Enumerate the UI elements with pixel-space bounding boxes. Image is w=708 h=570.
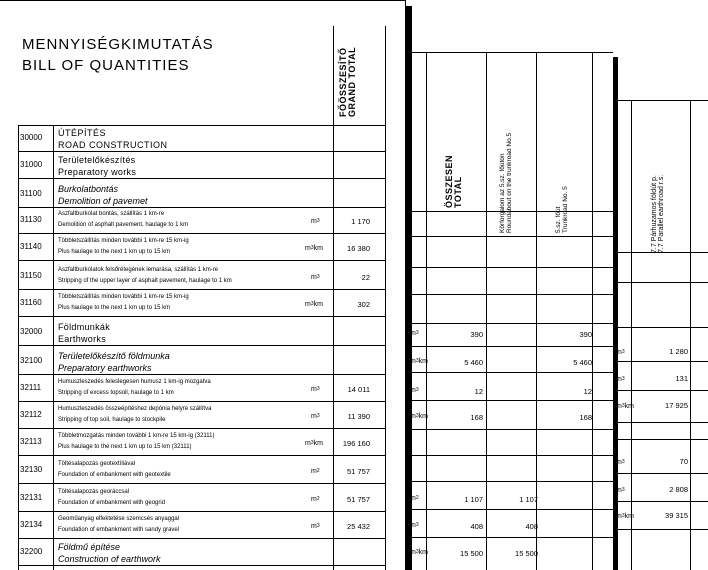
item-description: Aszfaltburkolatok felsőrétegének lemarása, szállítás 1 km-re Stripping of the upper layer of asphalt pavement, haulage to 1 km [58, 267, 232, 284]
table-row [0, 234, 406, 261]
table-row [0, 290, 406, 317]
table-row [406, 377, 613, 404]
item-code: 31140 [20, 242, 42, 251]
table-row [406, 348, 613, 375]
table-row [406, 403, 613, 430]
grand-total-value: 22 [361, 273, 370, 282]
item-description: Többletmozgatás minden további 1 km-re 15 km-ig (32111) Plus haulage to the next 1 km up to 15 km (32111) [58, 433, 215, 450]
parallel-earthroad-value: 1 280 [669, 347, 688, 356]
table-row [406, 320, 613, 347]
roundabout-value: 1 107 [519, 495, 538, 504]
item-code: 32112 [20, 410, 42, 419]
col-total-header: ÖSSZESEN TOTAL [444, 154, 464, 208]
grand-total-value: 196 160 [342, 439, 370, 448]
unit-label: $m^3km$ [305, 301, 323, 308]
trunkroad-value: 12 [583, 387, 592, 396]
roundabout-value: 408 [525, 522, 538, 531]
total-value: 168 [470, 413, 483, 422]
item-description: Burkolatbontás Demolition of pavemet [58, 184, 148, 206]
grand-total-value: 302 [357, 300, 370, 309]
item-code: 30000 [20, 133, 43, 142]
item-code: 32000 [20, 327, 43, 336]
unit-label: $m^2$ [410, 495, 419, 502]
table-row [613, 449, 708, 476]
unit-label: $m^3$ [311, 386, 320, 393]
item-code: 32134 [20, 520, 43, 529]
item-description: Földmunkák Earthworks [58, 322, 111, 344]
unit-label: $m^3km$ [616, 403, 634, 410]
item-description: Területelőkészítő földmunka Preparatory earthworks [58, 351, 170, 373]
item-description: ÚTÉPÍTÉS ROAD CONSTRUCTION [58, 128, 168, 150]
total-value: 5 460 [464, 358, 483, 367]
grand-total-value: 14 011 [347, 385, 370, 394]
table-row [0, 152, 406, 179]
table-row [613, 366, 708, 393]
item-description: Többletszállítás minden további 1 km-re 15 km-ig Plus haulage to the next 1 km up to 15 km [58, 294, 189, 311]
table-row [613, 503, 708, 530]
item-description: Humuszleszedés összeépítéshez depónia helyre szállítva Stripping of top soil, haulage to stockpile [58, 406, 212, 423]
trunkroad-value: 168 [579, 413, 592, 422]
item-description: Aszfaltburkolat bontás, szállítás 1 km-re Demolition of asphalt pavement, haulage to 1 km [58, 211, 189, 228]
item-code: 32100 [20, 356, 43, 365]
trunkroad-value: 390 [579, 330, 592, 339]
unit-label: $m^3$ [410, 387, 419, 394]
parallel-earthroad-value: 2 808 [669, 485, 688, 494]
item-code: 32200 [20, 547, 43, 556]
table-row [0, 319, 406, 346]
table-row [0, 181, 406, 208]
table-row [406, 485, 613, 512]
item-code: 31000 [20, 160, 43, 169]
table-row [0, 429, 406, 456]
table-row [613, 339, 708, 366]
unit-label: $m^3km$ [410, 358, 428, 365]
total-value: 1 107 [464, 495, 483, 504]
col-trunkroad-header: 5.sz. főút Trunkroad No. 5 [555, 186, 569, 233]
table-row [0, 457, 406, 484]
item-code: 32113 [20, 437, 42, 446]
col-roundabout-header: Körforgalom az 5.sz. főúton Roundabout on the trunkroad No.5 [499, 132, 513, 233]
unit-label: $m^3$ [410, 522, 419, 529]
table-row [0, 512, 406, 539]
page-title: MENNYISÉGKIMUTATÁS BILL OF QUANTITIES [22, 36, 214, 74]
table-row [613, 393, 708, 420]
grand-total-header: FŐÖSSZESÍTŐ GRAND TOTAL [338, 46, 358, 117]
unit-label: $m^3$ [311, 413, 320, 420]
unit-label: $m^3km$ [616, 513, 634, 520]
table-row [406, 512, 613, 539]
unit-label: $m^3$ [616, 349, 625, 356]
total-value: 408 [470, 522, 483, 531]
item-description: Töltésalapozás geotextíliával Foundation of embankment with geotextile [58, 461, 171, 478]
unit-label: $m^3$ [311, 218, 320, 225]
unit-label: $m^2$ [311, 496, 320, 503]
item-code: 32131 [20, 493, 43, 502]
table-row [0, 485, 406, 512]
table-row [613, 477, 708, 504]
parallel-earthroad-value: 70 [679, 457, 688, 466]
item-code: 31150 [20, 271, 42, 280]
item-description: Földmű építése Construction of earthwork [58, 542, 161, 564]
unit-label: $m^2$ [311, 468, 320, 475]
col-parallel-earthroad-header: 7.7 Párhuzamos földút p. 7.7 Parallel earthroad r.s. [651, 174, 666, 253]
grand-total-value: 16 380 [347, 244, 370, 253]
parallel-earthroad-value: 39 315 [665, 511, 688, 520]
total-value: 15 500 [460, 549, 483, 558]
sheet-parallel-earthroad [612, 100, 708, 570]
unit-label: $m^3$ [616, 487, 625, 494]
unit-label: $m^3km$ [410, 413, 428, 420]
item-description: Területelőkészítés Preparatory works [58, 155, 137, 177]
unit-label: $m^3km$ [410, 549, 428, 556]
roundabout-value: 15 500 [515, 549, 538, 558]
table-row [0, 207, 406, 234]
trunkroad-value: 5 460 [573, 358, 592, 367]
item-description: Geoműanyag elfektetése szemcsés anyaggal Foundation of embankment with sandy gravel [58, 516, 180, 533]
total-value: 12 [474, 387, 483, 396]
item-code: 32130 [20, 465, 43, 474]
table-row [0, 375, 406, 402]
item-code: 31130 [20, 215, 42, 224]
unit-label: $m^3$ [410, 330, 419, 337]
table-row [0, 125, 406, 152]
unit-label: $m^3$ [616, 376, 625, 383]
item-code: 32111 [20, 383, 42, 392]
item-code: 31100 [20, 189, 42, 198]
item-description: Töltésalapozás georáccsal Foundation of embankment with geogrid [58, 489, 166, 506]
grand-total-value: 25 432 [347, 522, 370, 531]
unit-label: $m^3$ [311, 274, 320, 281]
total-value: 390 [470, 330, 483, 339]
unit-label: $m^3$ [311, 523, 320, 530]
unit-label: $m^3km$ [305, 245, 323, 252]
unit-label: $m^3km$ [305, 440, 323, 447]
item-description: Többletszállítás minden további 1 km-re 15 km-ig Plus haulage to the next 1 km up to 15 km [58, 238, 189, 255]
table-row [0, 402, 406, 429]
grand-total-value: 51 757 [347, 467, 370, 476]
item-code: 31160 [20, 298, 42, 307]
item-description: Humuszleszedés feleslegesen humusz 1 km-ig mozgatva Stripping of excess topsoil, haulage to 1 km [58, 379, 211, 396]
grand-total-value: 51 757 [347, 495, 370, 504]
table-row [0, 263, 406, 290]
unit-label: $m^3$ [616, 459, 625, 466]
grand-total-value: 11 390 [347, 412, 370, 421]
parallel-earthroad-value: 17 925 [665, 401, 688, 410]
table-row [0, 348, 406, 375]
grand-total-value: 1 170 [351, 217, 370, 226]
parallel-earthroad-value: 131 [675, 374, 688, 383]
sheet-totals [405, 52, 613, 570]
